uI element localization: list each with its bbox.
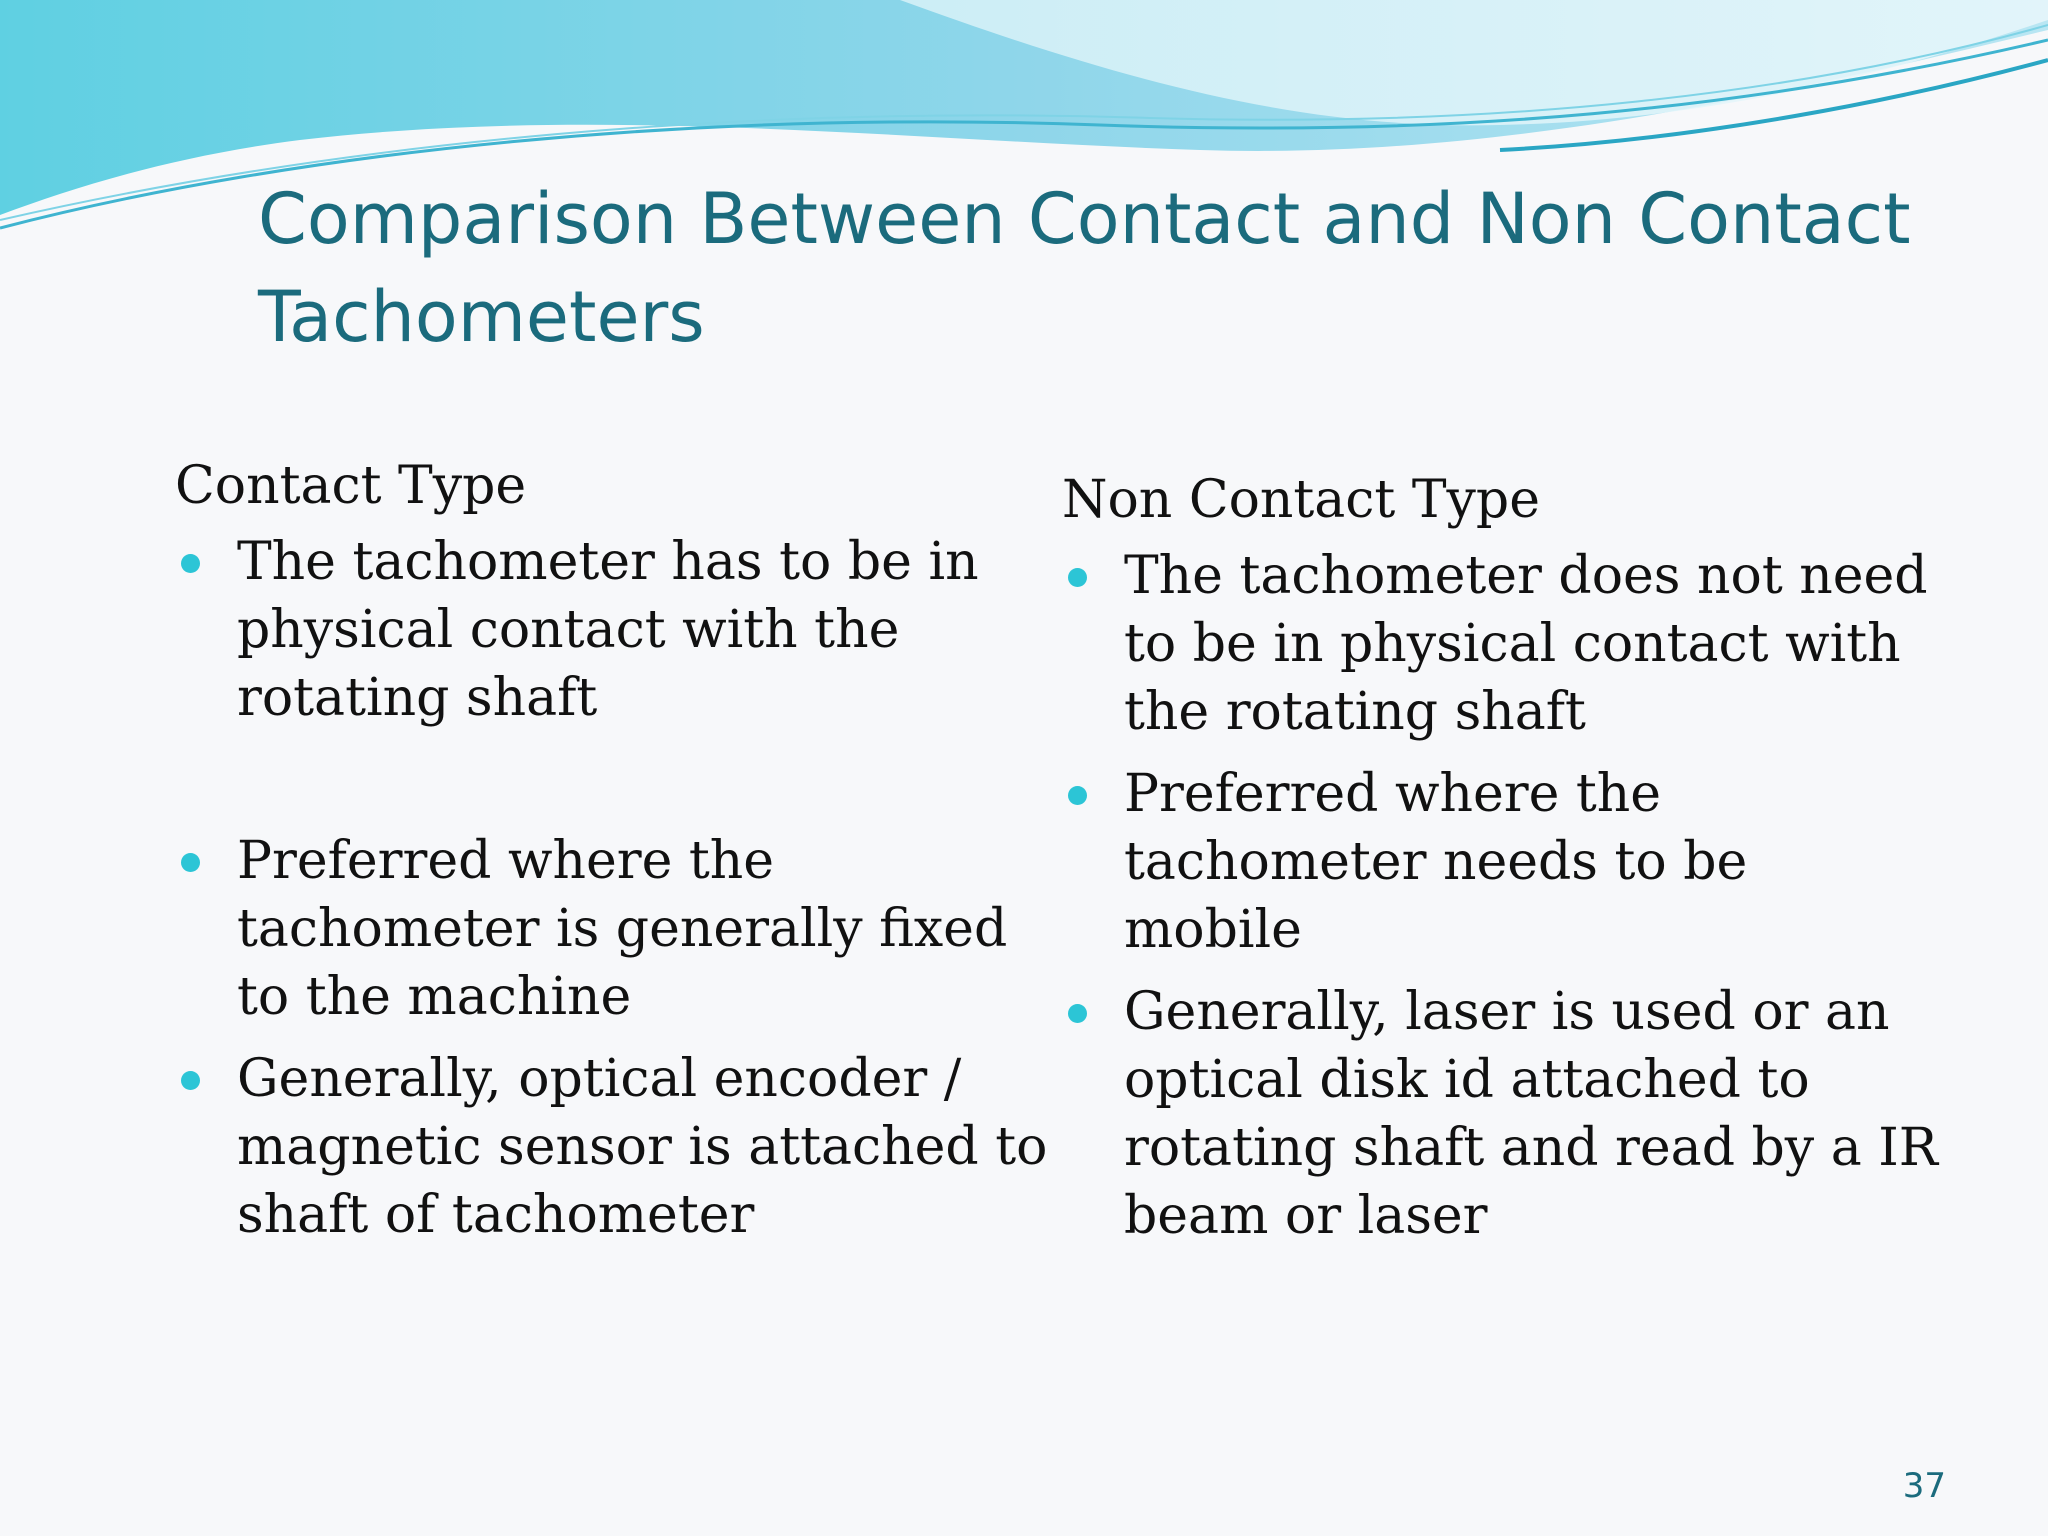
bullet-line: rotating shaft [237,668,598,728]
bullet-line: tachometer needs to be [1124,832,1748,892]
bullet-line: optical disk id attached to [1124,1050,1810,1110]
contact-type-column [175,452,1048,1263]
non-contact-type-column [1062,466,1938,1264]
bullet-dot-icon [1068,568,1087,587]
bullet-line: tachometer is generally fixed [237,899,1008,959]
page-number: 37 [1902,1466,1946,1506]
bullet-line: Generally, laser is used or an [1124,982,1890,1042]
bullet-item [175,827,1008,1031]
bullet-line: Preferred where the [237,831,775,891]
bullet-dot-icon [181,554,200,573]
bullet-line: The tachometer does not need [1124,546,1928,606]
slide-title-line: Tachometers [258,276,705,358]
bullet-line: rotating shaft and read by a IR [1124,1118,1938,1178]
contact-type-heading: Contact Type [175,456,527,516]
bullet-dot-icon [181,1071,200,1090]
bullet-dot-icon [1068,1004,1087,1023]
bullet-dot-icon [1068,786,1087,805]
bullet-line: to the machine [237,967,632,1027]
slide-title-line: Comparison Between Contact and Non Contact [258,178,1911,260]
bullet-line: Preferred where the [1124,764,1662,824]
slide-title [258,170,1958,366]
bullet-line: to be in physical contact with [1124,614,1901,674]
bullet-item [1062,542,1928,746]
bullet-line: Generally, optical encoder / [237,1049,962,1109]
contact-type-bullets [175,528,1048,1249]
bullet-item [1062,978,1938,1250]
bullet-line: magnetic sensor is attached to [237,1117,1048,1177]
bullet-line: beam or laser [1124,1186,1488,1246]
non-contact-type-bullets [1062,542,1938,1250]
bullet-dot-icon [181,853,200,872]
bullet-item [175,1045,1048,1249]
bullet-line: physical contact with the [237,600,900,660]
bullet-line: shaft of tachometer [237,1185,755,1245]
bullet-line: The tachometer has to be in [237,532,979,592]
bullet-line: the rotating shaft [1124,682,1586,742]
non-contact-type-heading: Non Contact Type [1062,470,1540,530]
bullet-item [1062,760,1922,964]
bullet-line: mobile [1124,900,1302,960]
bullet-item [175,528,995,732]
